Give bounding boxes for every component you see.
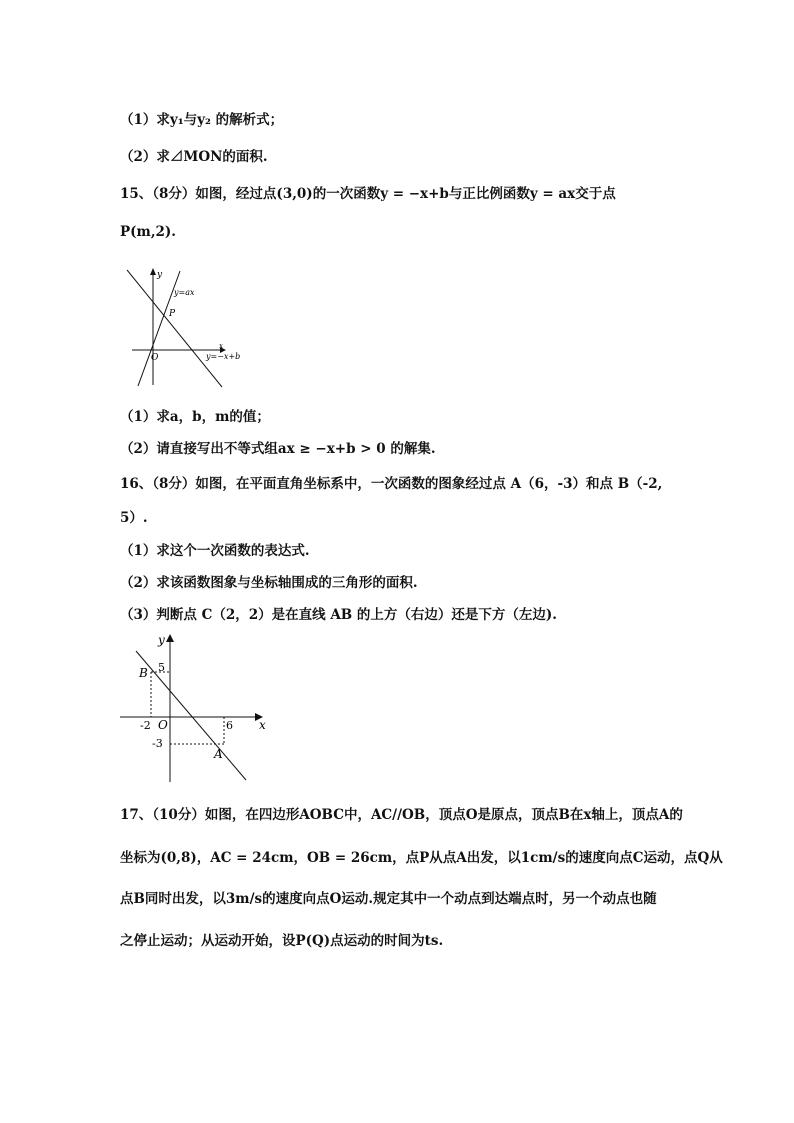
q14-part1: （1）求y₁与y₂ 的解析式； [120,112,284,128]
y-label: y [157,270,163,280]
x-label: x [259,718,266,732]
line-eq-label: y=−x+b [206,352,241,361]
q17-line2: 坐标为(0,8)，AC = 24cm，OB = 26cm，点P从点A出发，以1cm/s的速度向点C运动，点Q从 [120,850,723,866]
tick-neg3: -3 [152,737,163,750]
q16-stem-cont: 5）. [120,510,148,526]
y-axis-arrow [166,634,174,642]
q16-part1: （1）求这个一次函数的表达式. [120,543,310,559]
tick-neg2: -2 [140,719,151,732]
y-axis-arrow [150,268,156,275]
yax-label: y=ax [174,288,195,297]
y-label: y [158,633,165,647]
q15-stem: 15、（8分）如图，经过点(3,0)的一次函数y = −x+b与正比例函数y = ax交于点 [120,186,616,202]
tick-5: 5 [158,661,165,674]
p-label: P [169,309,176,319]
x-label: x [219,342,223,350]
tick-6: 6 [226,719,233,732]
b-label: B [139,666,148,680]
q15-graph [120,265,250,390]
q17-line4: 之停止运动；从运动开始，设P(Q)点运动的时间为ts. [120,933,444,949]
origin-label: O [158,718,168,732]
q15-figure [120,265,250,390]
q16-stem: 16、（8分）如图，在平面直角坐标系中，一次函数的图象经过点 A（6，-3）和点 B（-2, [120,476,663,492]
q16-part2: （2）求该函数图象与坐标轴围成的三角形的面积. [120,575,418,591]
line-ab [136,651,246,780]
q15-stem-cont: P(m,2). [120,224,177,240]
q16-part3: （3）判断点 C（2，2）是在直线 AB 的上方（右边）还是下方（左边). [120,607,557,623]
q17-line1: 17、（10分）如图，在四边形AOBC中，AC//OB，顶点O是原点，顶点B在x轴上，顶点A的 [120,807,683,823]
q16-graph [118,632,278,787]
q16-figure [118,632,278,787]
q15-part1: （1）求a，b，m的值； [120,409,270,425]
q17-line3: 点B同时出发，以3m/s的速度向点O运动.规定其中一个动点到达端点时，另一个动点也随 [120,891,657,907]
origin-label: O [151,353,159,363]
a-label: A [214,747,223,761]
q15-part2: （2）请直接写出不等式组ax ≥ −x+b > 0 的解集. [120,441,436,457]
q14-part2: （2）求⊿MON的面积. [120,149,268,165]
